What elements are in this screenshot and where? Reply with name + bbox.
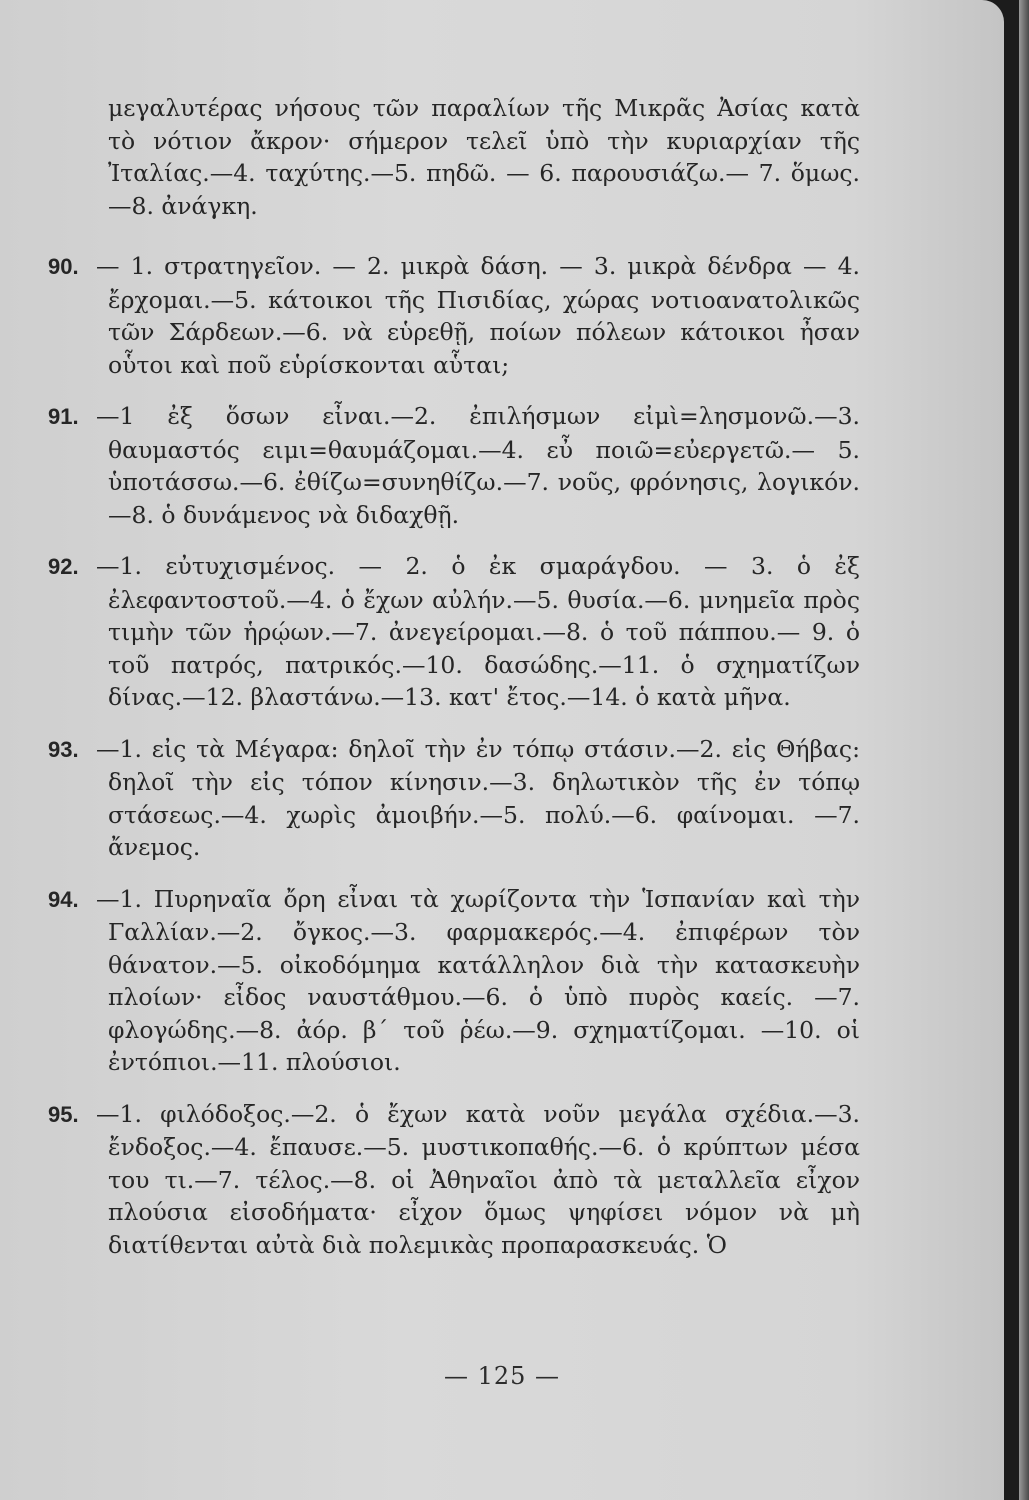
entry-text: —1. Πυρηναῖα ὄρη εἶναι τὰ χωρίζοντα τὴν Ἱσπανίαν καὶ τὴν Γαλλίαν.—2. ὄγκος.—3. φαρμακερός.—4. ἐπιφέρων τὸν θάνατον.—5. οἰκοδόμημα κατάλληλον διὰ τὴν κατασκευὴν πλοίων· εἶδος ναυστάθμου.—6. ὁ ὑπὸ πυρὸς καείς. —7. φλογώδης.—8. ἀόρ. β΄ τοῦ ῥέω.—9. σχηματίζομαι. —10. οἱ ἐντόπιοι.—11. πλούσιοι. <box>96 884 860 1076</box>
entry-text: —1. εἰς τὰ Μέγαρα: δηλοῖ τὴν ἐν τόπῳ στάσιν.—2. εἰς Θήβας: δηλοῖ τὴν εἰς τόπον κίνησιν.—3. δηλωτικὸν τῆς ἐν τόπῳ στάσεως.—4. χωρὶς ἀμοιβήν.—5. πολύ.—6. φαίνομαι. —7. ἄνεμος. <box>96 734 860 861</box>
entry-90 <box>48 250 860 381</box>
entry-92 <box>48 550 860 714</box>
entry-number: 93. <box>48 736 79 762</box>
entry-text: —1. εὐτυχισμένος. — 2. ὁ ἐκ σμαράγδου. — 3. ὁ ἐξ ἐλεφαντοστοῦ.—4. ὁ ἔχων αὐλήν.—5. θυσία.—6. μνημεῖα πρὸς τιμὴν τῶν ἡρῴων.—7. ἀνεγείρομαι.—8. ὁ τοῦ πάππου.— 9. ὁ τοῦ πατρός, πατρικός.—10. δασώδης.—11. ὁ σχηματίζων δίνας.—12. βλαστάνω.—13. κατ' ἔτος.—14. ὁ κατὰ μῆνα. <box>96 552 860 711</box>
entry-93 <box>48 733 860 864</box>
entry-number: 92. <box>48 554 79 579</box>
entry-number: 91. <box>48 404 79 429</box>
entry-text: —1. φιλόδοξος.—2. ὁ ἔχων κατὰ νοῦν μεγάλα σχέδια.—3. ἔνδοξος.—4. ἔπαυσε.—5. μυστικοπαθής.—6. ὁ κρύπτων μέσα του τι.—7. τέλος.—8. οἱ Ἀθηναῖοι ἀπὸ τὰ μεταλλεῖα εἶχον πλούσια εἰσοδήματα· εἶχον ὅμως ψηφίσει νόμον νὰ μὴ διατίθενται αὐτὰ διὰ πολεμικὰς προπαρασκευάς. Ὁ <box>96 1099 860 1259</box>
page-body <box>48 92 860 1280</box>
entry-95 <box>48 1098 860 1262</box>
entry-text: —1 ἐξ ὅσων εἶναι.—2. ἐπιλήσμων εἰμὶ=λησμονῶ.—3. θαυμαστός ειμι=θαυμάζομαι.—4. εὖ ποιῶ=εὐεργετῶ.— 5. ὑποτάσσω.—6. ἐθίζω=συνηθίζω.—7. νοῦς, φρόνησις, λογικόν.—8. ὁ δυνάμενος νὰ διδαχθῇ. <box>96 402 860 529</box>
paragraph-continued <box>108 92 860 222</box>
entry-number: 95. <box>48 1101 79 1127</box>
entry-94 <box>48 883 860 1079</box>
paragraph-text: μεγαλυτέρας νήσους τῶν παραλίων τῆς Μικρᾶς Ἀσίας κατὰ τὸ νότιον ἄκρον· σήμερον τελεῖ ὑπὸ τὴν κυριαρχίαν τῆς Ἰταλίας.—4. ταχύτης.—5. πηδῶ. — 6. παρουσιάζω.— 7. ὅμως.—8. ἀνάγκη. <box>108 94 860 220</box>
page-edge-shadow <box>1019 0 1029 1500</box>
entry-text: — 1. στρατηγεῖον. — 2. μικρὰ δάση. — 3. μικρὰ δένδρα — 4. ἔρχομαι.—5. κάτοικοι τῆς Πισιδίας, χώρας νοτιοανατολικῶς τῶν Σάρδεων.—6. νὰ εὑρεθῇ, ποίων πόλεων κάτοικοι ἦσαν οὗτοι καὶ ποῦ εὑρίσκονται αὗται; <box>96 252 860 379</box>
entry-number: 90. <box>48 254 79 279</box>
entry-number: 94. <box>48 886 79 912</box>
page-number: — 125 — <box>443 1362 561 1390</box>
entry-91 <box>48 400 860 531</box>
